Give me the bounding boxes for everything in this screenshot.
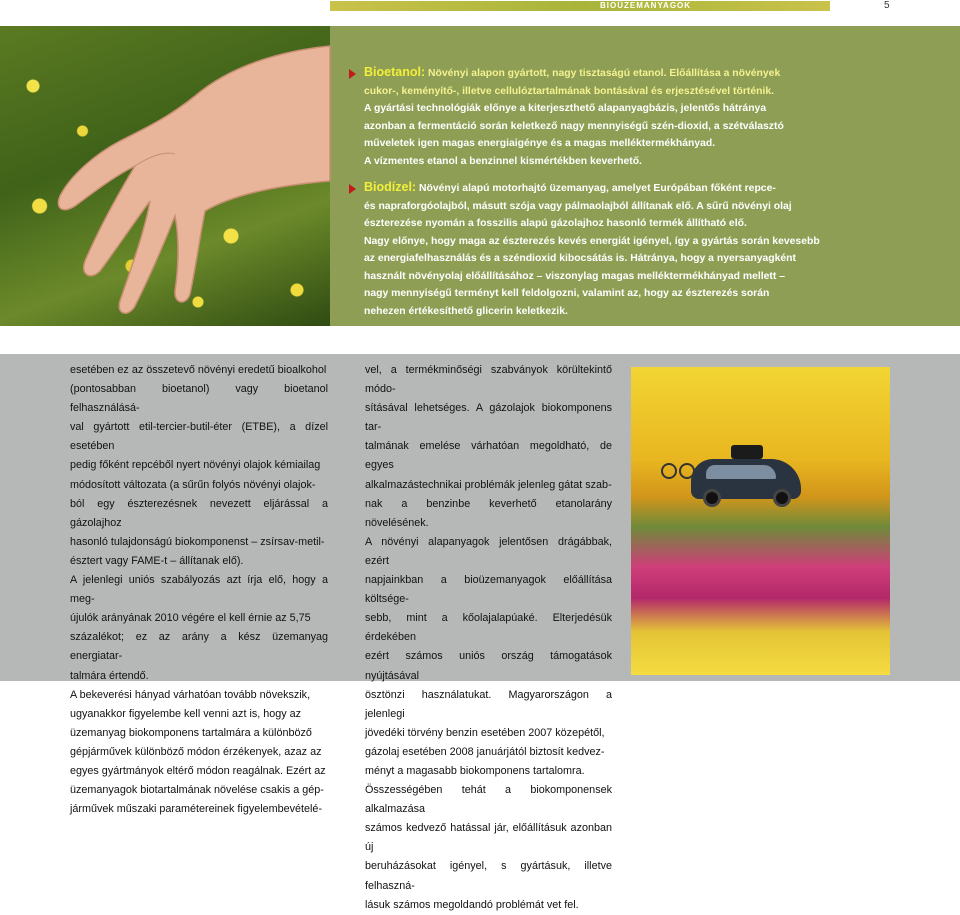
bullet-bioetanol xyxy=(349,69,356,79)
bioetanol-text: műveletek igen magas energiaigénye és a magas melléktermékhányad. xyxy=(364,138,716,149)
biodizel-text: nagy mennyiségű terményt kell feldolgozni, valamint az, hogy az észterezés során xyxy=(364,288,770,299)
biodizel-text: Növényi alapú motorhajtó üzemanyag, amelyet Európában főként repce- xyxy=(418,183,776,194)
bullet-biodizel xyxy=(349,184,356,194)
body-line: sebb, mint a kőolajalapúaké. Elterjedésük érdekében xyxy=(365,612,612,644)
body-line: lásuk számos megoldandó problémát vet fel. xyxy=(365,898,579,911)
body-line: (pontosabban bioetanol) vagy bioetanol felhasználásá- xyxy=(70,383,328,415)
body-line: újulók arányának 2010 végére el kell érnie az 5,75 xyxy=(70,612,311,625)
body-line: alkalmazástechnikai problémák jelenleg gátat szab- xyxy=(365,478,612,491)
biodizel-lead: Biodízel: xyxy=(364,180,417,194)
roof-box xyxy=(731,445,763,459)
car-window xyxy=(706,465,776,479)
bioetanol-text: A gyártási technológiák előnye a kiterjeszthető alapanyagbázis, jelentős hátránya xyxy=(364,103,767,114)
running-header-title: BIOÜZEMANYAGOK xyxy=(600,1,692,10)
biodizel-text: használt növényolaj előállításához – viszonylag magas melléktermékhányad mellett – xyxy=(364,270,785,282)
body-line: Összességében tehát a biokomponensek alkalmazása xyxy=(365,784,612,816)
car-wheel-front xyxy=(773,489,791,507)
body-line: üzemanyagok biotartalmának növelése csakis a gép- xyxy=(70,784,324,797)
body-line: vel, a termékminőségi szabványok körültekintő módo- xyxy=(365,364,612,396)
body-line: egyes gyártmányok eltérő módon reagálnak. Ezért az xyxy=(70,764,326,777)
body-line: százalékot; ez az arány a kész üzemanyag energiatar- xyxy=(70,631,328,663)
body-line: nak a benzinbe keverhető etanolarány növelésének. xyxy=(365,497,612,529)
bioetanol-text: A vízmentes etanol a benzinnel kismértékben keverhető. xyxy=(364,155,642,167)
hand-in-rapeseed-photo xyxy=(0,26,330,326)
body-line: járművek műszaki paramétereinek figyelembevételé- xyxy=(70,803,323,816)
biodizel-text: az energiafelhasználás és a széndioxid kibocsátás is. Hátránya, hogy a nyersanyagként xyxy=(364,253,796,264)
body-line: napjainkban a bioüzemanyagok előállítása költsége- xyxy=(365,574,612,606)
body-line: észtert vagy FAME-t – állítanak elő). xyxy=(70,554,244,567)
body-line: ból egy észterezésnek nevezett eljárással a gázolajhoz xyxy=(70,497,328,529)
body-line: ezért számos uniós ország támogatások nyújtásával xyxy=(365,650,612,682)
bioetanol-text: Növényi alapon gyártott, nagy tisztaságú etanol. Előállítása a növények xyxy=(428,68,781,79)
body-line: módosított változata (a sűrűn folyós növényi olajok- xyxy=(70,478,316,491)
bicycle-wheel xyxy=(679,463,695,479)
body-line: jövedéki törvény benzin esetében 2007 közepétől, xyxy=(365,726,605,739)
body-line: esetében ez az összetevő növényi eredetű bioalkohol xyxy=(70,364,327,376)
body-line: hasonló tulajdonságú biokomponenst – zsírsav-metil- xyxy=(70,535,325,548)
body-line: ugyanakkor figyelembe kell venni azt is, hogy az xyxy=(70,707,302,720)
bioetanol-line-1 xyxy=(364,64,864,83)
biodizel-text: és napraforgóolajból, másutt szója vagy pálmaolajból állítanak elő. A sűrű növényi olaj xyxy=(364,200,792,212)
body-line: A bekeverési hányad várhatóan tovább növekszik, xyxy=(70,688,311,701)
body-line: A növényi alapanyagok jelentősen drágábbak, ezért xyxy=(365,535,612,567)
body-line: A jelenlegi uniós szabályozás azt írja elő, hogy a meg- xyxy=(70,574,328,606)
body-line: val gyártott etil-tercier-butil-éter (ETBE), a dízel esetében xyxy=(70,421,328,453)
body-line: ösztönzi használatukat. Magyarországon a jelenlegi xyxy=(365,688,612,720)
body-column-left xyxy=(70,361,328,819)
body-line: ményt a magasabb biokomponens tartalomra. xyxy=(365,764,585,777)
body-line: talmára értendő. xyxy=(70,669,149,682)
hand-illustration xyxy=(0,26,330,326)
body-column-middle xyxy=(365,361,612,915)
bioetanol-text: cukor-, keményítő-, illetve cellulóztartalmának bontásával és erjesztésével történik. xyxy=(364,85,775,97)
body-line: sításával lehetséges. A gázolajok biokomponens tar- xyxy=(365,402,612,434)
body-line: talmának emelése várhatóan megoldható, de egyes xyxy=(365,440,612,472)
biodizel-text: észterezése nyomán a fosszilis alapú gázolajhoz hasonló termék állítható elő. xyxy=(364,218,747,229)
body-line: beruházásokat igényel, s gyártásuk, illetve felhaszná- xyxy=(365,860,612,892)
header-band xyxy=(330,1,830,11)
bioetanol-text: azonban a fermentáció során keletkező nagy mennyiségű szén-dioxid, a szétválasztó xyxy=(364,120,784,132)
biodizel-definition xyxy=(364,179,864,320)
body-line: üzemanyag biokomponens tartalmára a különböző xyxy=(70,726,312,739)
header-bar xyxy=(0,0,960,12)
body-line: gázolaj esetében 2008 januárjától biztosít kedvez- xyxy=(365,745,605,758)
biodizel-text: nehezen értékesíthető glicerin keletkezik. xyxy=(364,305,568,317)
page-number: 5 xyxy=(884,0,890,11)
body-line: gépjárművek különböző módon érzékenyek, azaz az xyxy=(70,745,322,758)
bicycle-wheel xyxy=(661,463,677,479)
car-in-flower-field-photo xyxy=(631,367,890,675)
car-wheel-rear xyxy=(703,489,721,507)
body-line: számos kedvező hatással jár, előállításuk azonban új xyxy=(365,822,612,854)
bioetanol-definition xyxy=(364,64,864,170)
biodizel-text: Nagy előnye, hogy maga az észterezés kevés energiát igényel, így a gyártás során kevesebb xyxy=(364,235,820,247)
biodizel-line-1 xyxy=(364,179,864,198)
body-line: pedig főként repcéből nyert növényi olajok kémiailag xyxy=(70,459,321,472)
bioetanol-lead: Bioetanol: xyxy=(364,65,426,79)
